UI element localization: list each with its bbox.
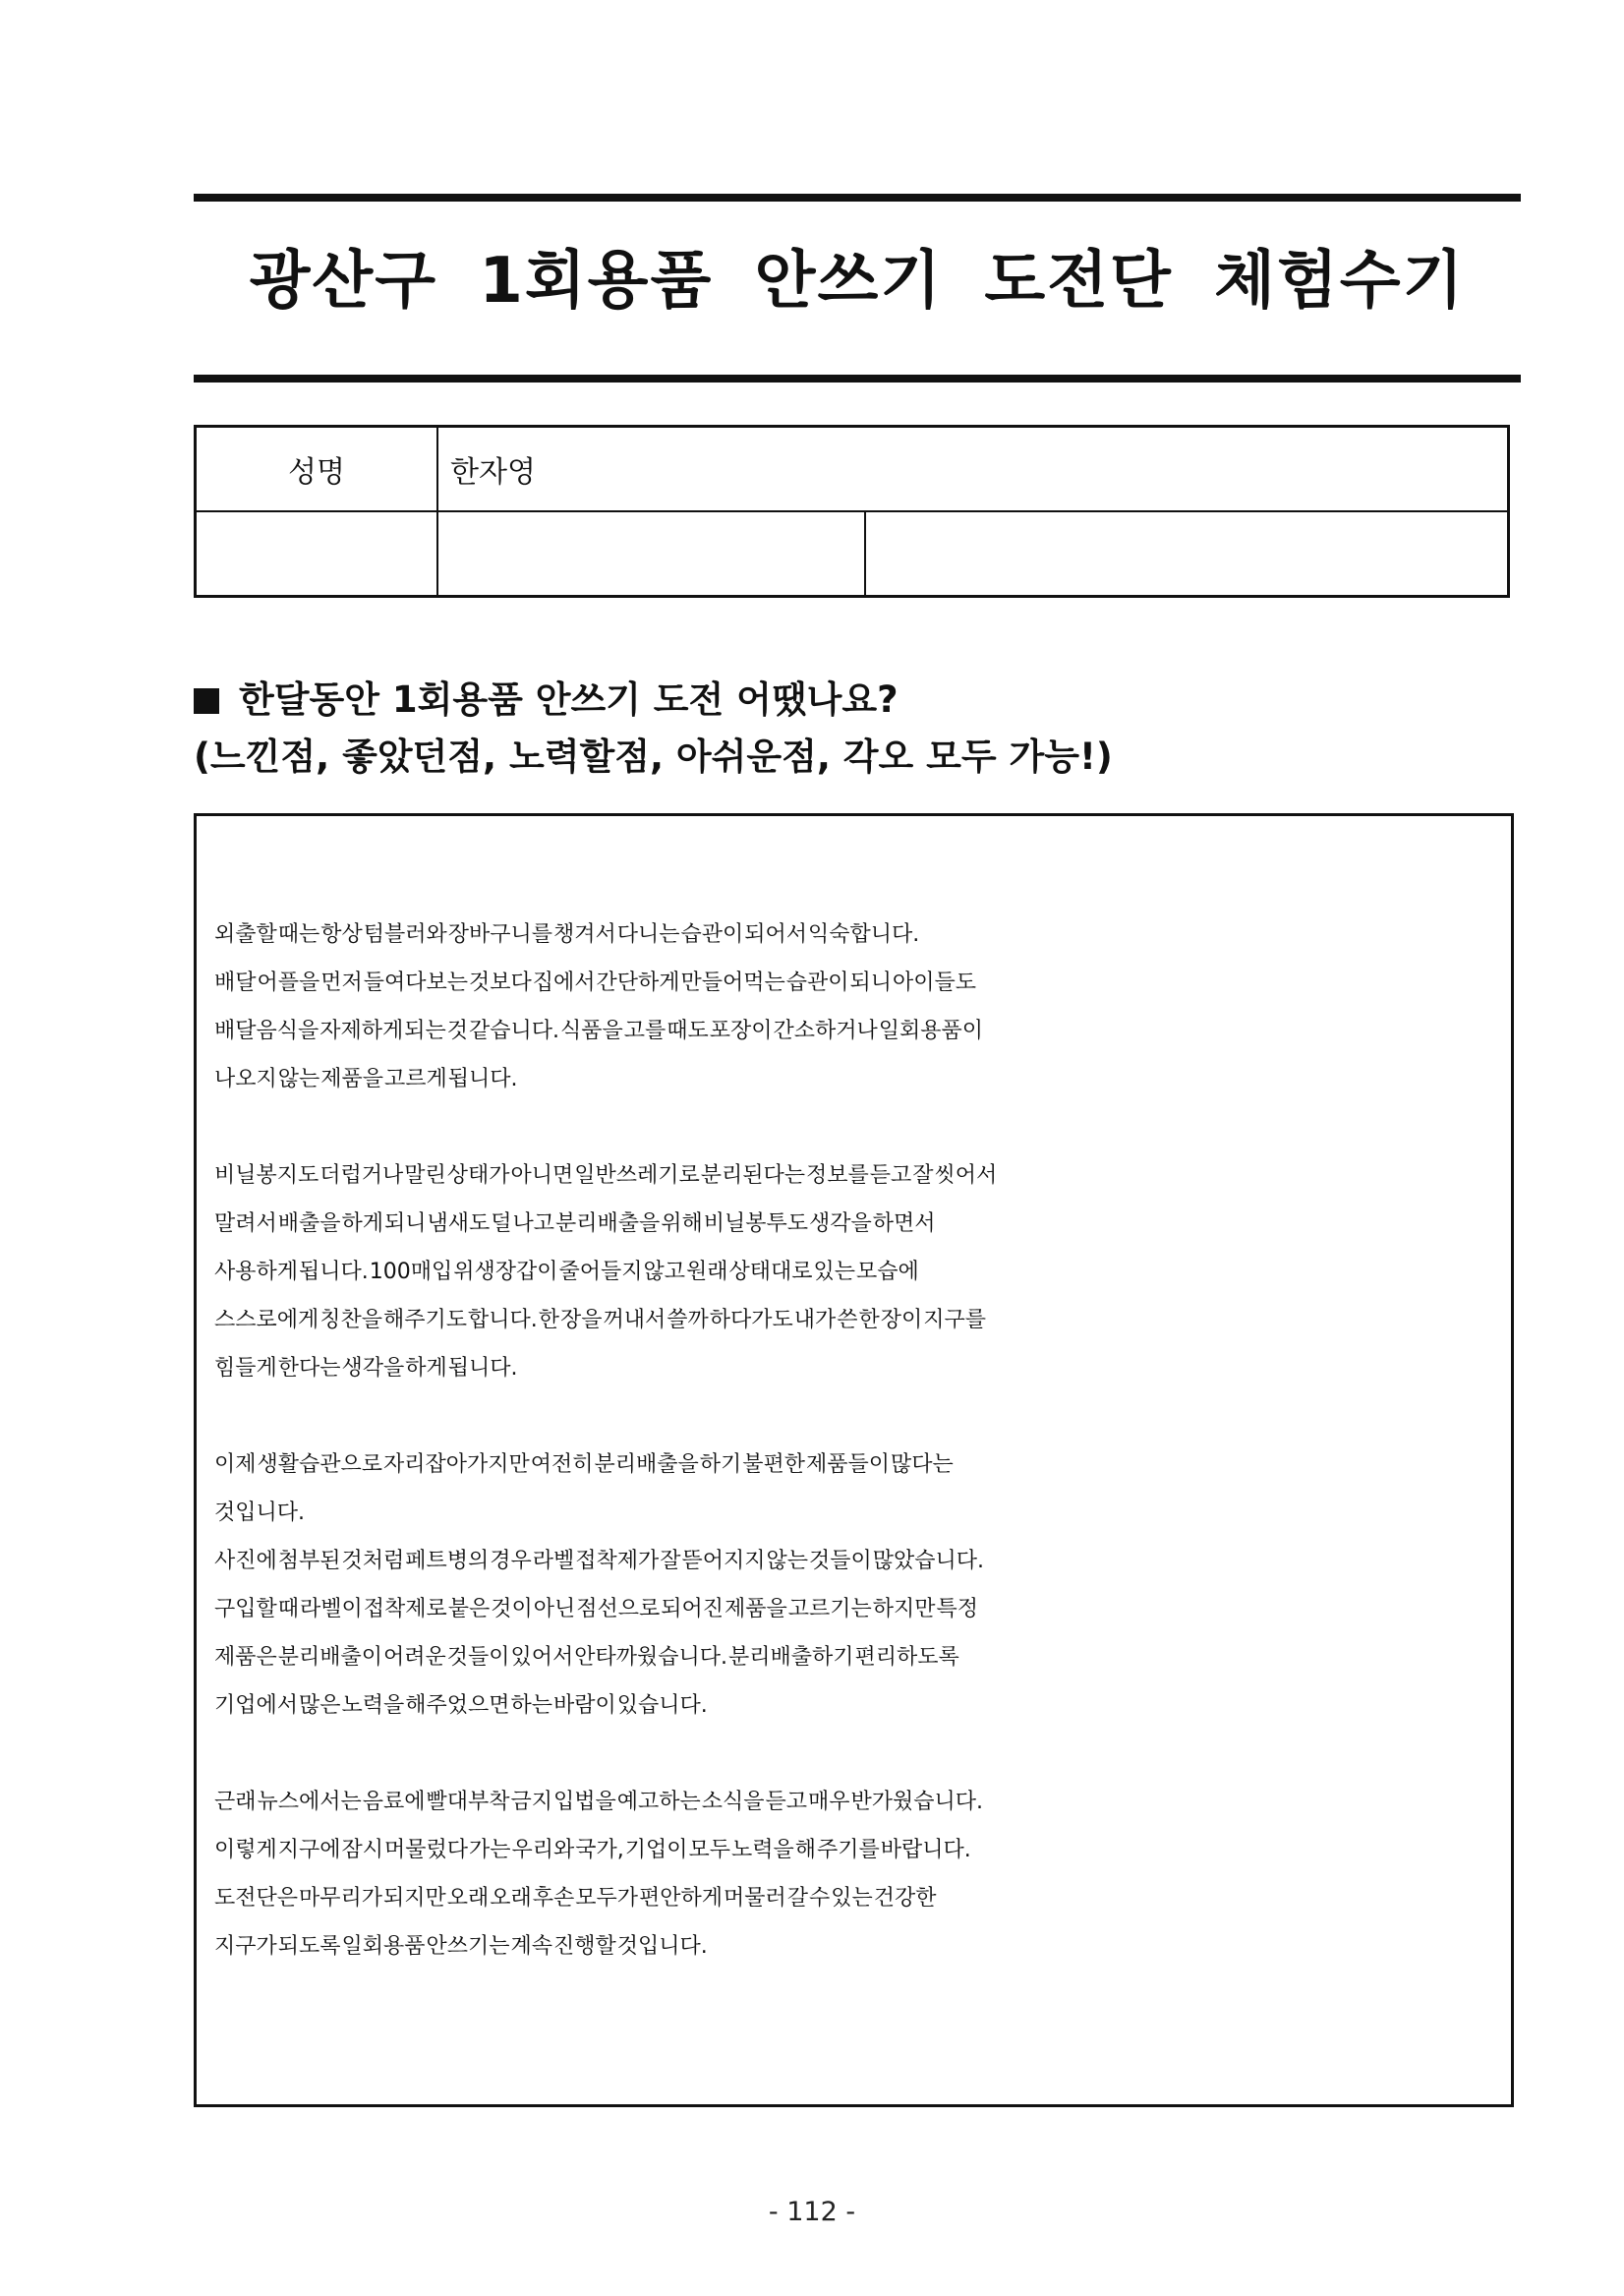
essay-line: 배달음식을 자제하게 되는 것 같습니다. 식품을 고를 때도 포장이 간소하거나 일회용품이 [214,1019,983,1043]
name-value: 한자영 [437,427,1509,512]
essay-line: 외출할 때는 항상 텀블러와 장바구니를 챙겨서 다니는 습관이 되어서 익숙합니다. [214,922,920,947]
essay-line: 비닐봉지도 더럽거나 말린 상태가 아니면 일반쓰레기로 분리된다는 정보를 듣고 잘 씻어서 [214,1163,998,1188]
info-row-name [196,427,1509,512]
essay-line: 이제 생활습관으로 자리잡아가지만 여전히 분리배출을 하기 불편한 제품들이 많다는 [214,1452,954,1477]
square-bullet-icon [194,688,219,714]
essay-line: 배달 어플을 먼저 들여다보는 것보다 집에서 간단하게 만들어먹는 습관이 되니 아이들도 [214,971,977,995]
title-rule-top [194,194,1521,202]
essay-line: 사용하게 됩니다. 100매입 위생장갑이 줄어들지 않고 원래 상태대로 있는 모습에 [214,1260,919,1284]
essay-line: 스스로에게 칭찬을 해주기도 합니다. 한 장을 꺼내서 쓸까 하다가도 내가 쓴 한 장이 지구를 [214,1308,986,1332]
essay-body [214,911,1512,2019]
empty-cell-3 [865,511,1509,597]
essay-paragraph [214,911,1512,1103]
section-heading-line1-row [194,672,1521,729]
essay-line: 힘들게 한다는 생각을 하게 됩니다. [214,1356,518,1381]
section-heading-line1: 한달동안 1회용품 안쓰기 도전 어땠나요? [239,678,899,721]
essay-paragraph [214,1778,1512,1971]
essay-line: 것입니다. [214,1501,306,1525]
essay-line: 근래 뉴스에서는 음료에 빨대부착 금지 입법을 예고하는 소식을 듣고 매우 반가웠습니다. [214,1790,983,1814]
essay-paragraph [214,1441,1512,1730]
essay-line: 사진에 첨부된 것처럼 페트병의 경우 라벨 접착제가 잘 뜯어지지 않는 것들이 많았습니다. [214,1549,984,1573]
essay-box [194,813,1514,2107]
essay-line: 도전단은 마무리가 되지만 오래 오래 후손 모두가 편안하게 머물러 갈 수 있는 건강한 [214,1886,937,1911]
essay-paragraph [214,1151,1512,1392]
title-rule-bottom [194,375,1521,383]
essay-line: 말려서 배출을 하게 되니 냄새도 덜 나고 분리배출을 위해 비닐봉투도 생각을 하면서 [214,1211,936,1236]
section-heading [194,672,1521,786]
empty-cell-2 [437,511,865,597]
info-row-empty [196,511,1509,597]
page-number: - 112 - [768,2197,856,2227]
essay-line: 지구가 되도록 일회용품 안쓰기는 계속 진행할 것입니다. [214,1934,708,1959]
document-title: 광산구 1회용품 안쓰기 도전단 체험수기 [249,245,1466,318]
info-table [194,425,1510,598]
essay-line: 구입할 때 라벨이 접착제로 붙은 것이 아닌 점선으로 되어진 제품을 고르기는 하지만 특정 [214,1597,978,1621]
essay-line: 기업에서 많은 노력을 해주었으면 하는 바람이 있습니다. [214,1693,708,1718]
section-heading-line2: (느낀점, 좋았던점, 노력할점, 아쉬운점, 각오 모두 가능!) [194,736,1113,778]
essay-line: 이렇게 지구에 잠시 머물렀다 가는 우리와 국가, 기업이 모두 노력을 해 주기를 바랍니다. [214,1838,971,1862]
name-label: 성명 [196,427,438,512]
essay-line: 제품은 분리배출이 어려운 것들이 있어서 안타까웠습니다. 분리배출하기 편리하도록 [214,1645,959,1670]
essay-line: 나오지 않는 제품을 고르게 됩니다. [214,1067,518,1091]
empty-cell-1 [196,511,438,597]
